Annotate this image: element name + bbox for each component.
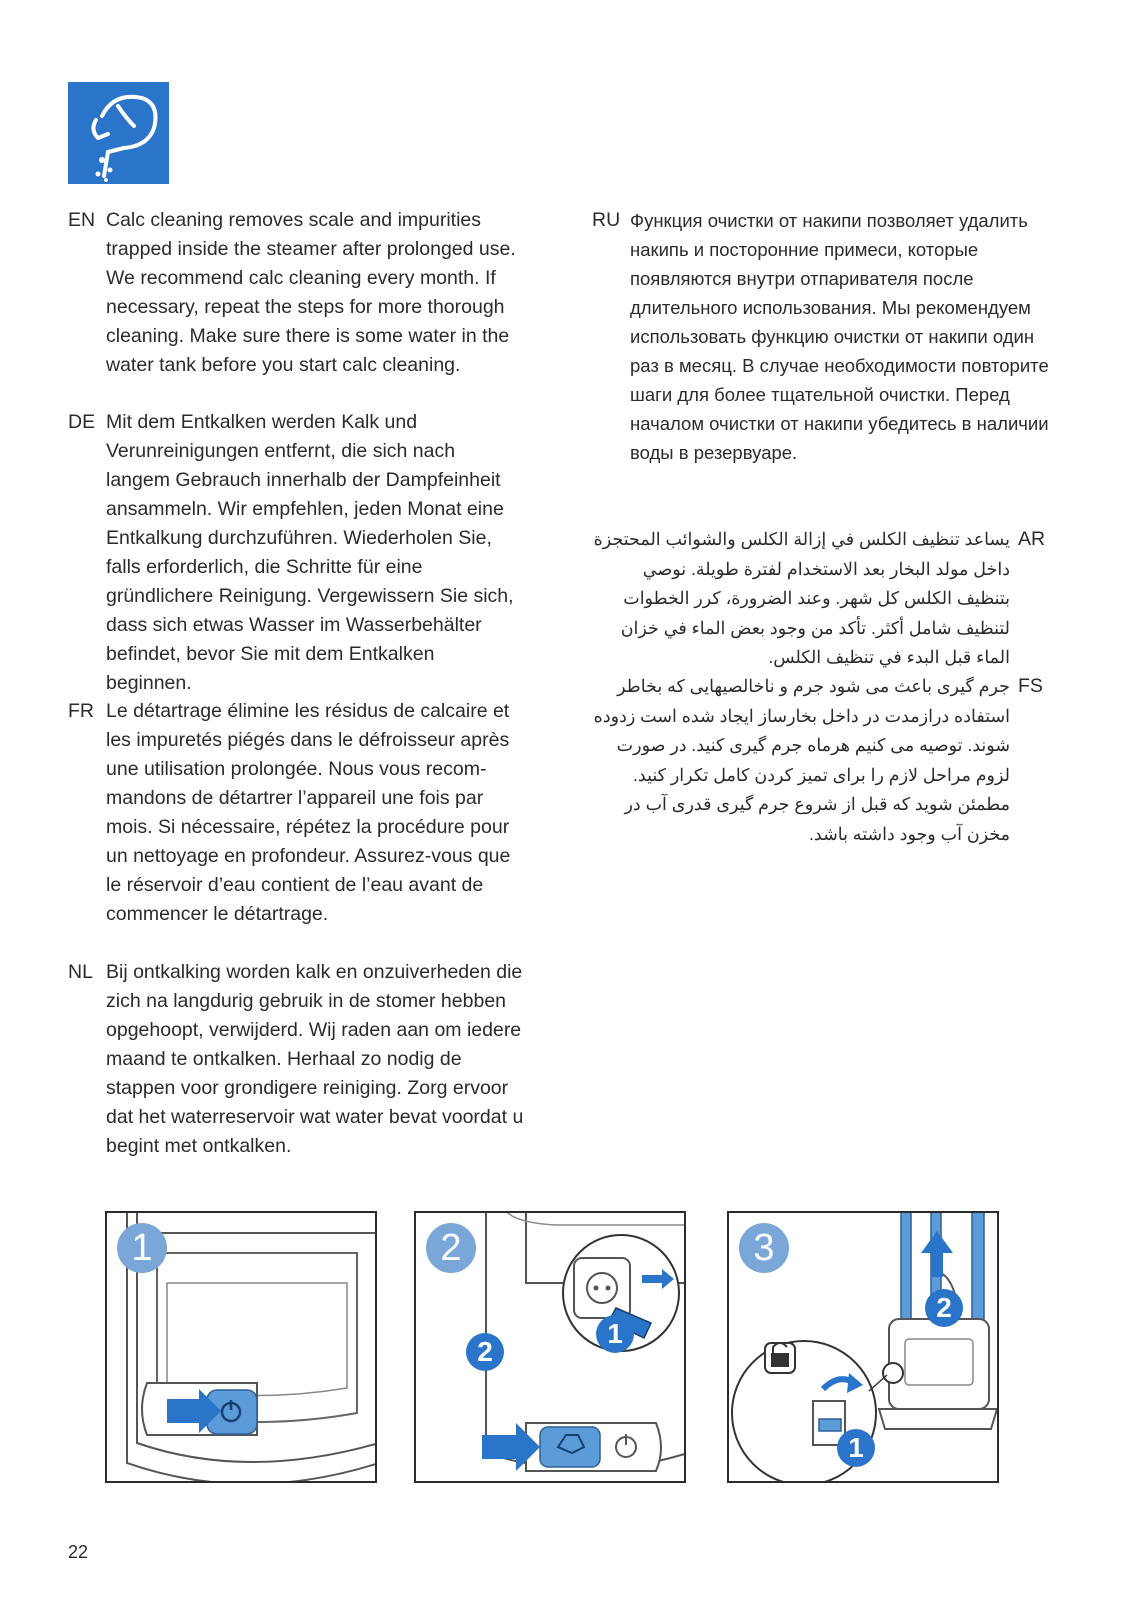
page-number: 22	[68, 1542, 89, 1562]
section-fs	[592, 672, 1062, 849]
callout-badge-socket: 1	[596, 1315, 634, 1353]
lang-code-ar: AR	[1018, 528, 1046, 550]
text-ar: يساعد تنظيف الكلس في إزالة الكلس والشوائب المحتجزة داخل مولد البخار بعد الاستخدام لفترة طويلة. نوصي بتنظيف الكلس كل شهر. وعند الضرورة، كرر الخطوات لتنظيف شامل أكثر. تأكد من وجود بعض الماء في خزان الماء قبل البدء في تنظيف الكلس.	[593, 529, 1010, 667]
section-ar	[592, 525, 1062, 673]
text-nl: Bij ontkalking worden kalk en onzuiverheden die zich na langdurig gebruik in de stomer hebben opgehoopt, verwijderd. Wij raden aan om iedere maand te ontkalken. Herhaal zo nodig de stappen voor grondigere reiniging. Zorg ervoor dat het waterreservoir wat water bevat voordat u begint met ontkalken.	[106, 961, 524, 1157]
lang-code-nl: NL	[68, 961, 93, 983]
calc-clean-icon	[68, 82, 169, 184]
text-ru: Функция очистки от накипи позволяет удалить накипь и посторонние примеси, которые появляются внутри отпаривателя после длительного использования. Мы рекомендуем использовать функцию очистки от накипи один раз в месяц. В случае необходимости повторите шаги для более тщательной очистки. Перед началом очистки от накипи убедитесь в наличии воды в резервуаре.	[630, 210, 1049, 463]
step-badge-3: 3	[739, 1223, 789, 1273]
callout-badge-lock: 1	[837, 1429, 875, 1467]
callout-badge-button: 2	[466, 1333, 504, 1371]
text-fr: Le détartrage élimine les résidus de calcaire et les impuretés piégés dans le défroisseur après une utilisation prolongée. Nous vous recom-mandons de détartrer l’appareil une fois par mois. Si nécessaire, répétez la procédure pour un nettoyage en profondeur. Assurez-vous que le réservoir d’eau contient de l’eau avant de commencer le détartrage.	[106, 700, 511, 925]
text-de: Mit dem Entkalken werden Kalk und Verunreinigungen entfernt, die sich nach langem Gebrauch innerhalb der Dampfeinheit ansammeln. Wir empfehlen, jeden Monat eine Entkalkung durchzuführen. Wiederholen Sie, falls erforderlich, die Schritte für eine gründlichere Reinigung. Vergewissern Sie sich, dass sich etwas Wasser im Wasserbehälter befindet, bevor Sie mit dem Entkalken beginnen.	[106, 411, 514, 694]
text-en: Calc cleaning removes scale and impurities trapped inside the steamer after prolonged use. We recommend calc cleaning every month. If necessary, repeat the steps for more thorough cleaning. Make sure there is some water in the water tank before you start calc cleaning.	[106, 209, 516, 376]
section-de	[68, 408, 528, 698]
section-nl	[68, 958, 528, 1161]
section-ru	[592, 206, 1062, 467]
lang-code-ru: RU	[592, 209, 621, 231]
section-en	[68, 206, 528, 380]
lang-code-de: DE	[68, 411, 96, 433]
lang-code-en: EN	[68, 209, 96, 231]
lang-code-fs: FS	[1018, 675, 1043, 697]
step-badge-1: 1	[117, 1223, 167, 1273]
step-badge-2: 2	[426, 1223, 476, 1273]
step-panel-3	[727, 1211, 999, 1483]
lang-code-fr: FR	[68, 700, 94, 722]
callout-badge-hose: 2	[925, 1289, 963, 1327]
text-fs: جرم گیری باعث می شود جرم و ناخالصیهایی که بخاطر استفاده درازمدت در داخل بخارساز ایجاد شده است زدوده شوند. توصیه می کنیم هرماه جرم گیری کنید. در صورت لزوم مراحل لازم را برای تمیز کردن کامل تکرار کنید. مطمئن شوید که قبل از شروع جرم گیری قدری آب در مخزن آب وجود داشته باشد.	[593, 676, 1010, 844]
step-panel-2	[414, 1211, 686, 1483]
section-fr	[68, 697, 528, 929]
step-panel-1	[105, 1211, 377, 1483]
